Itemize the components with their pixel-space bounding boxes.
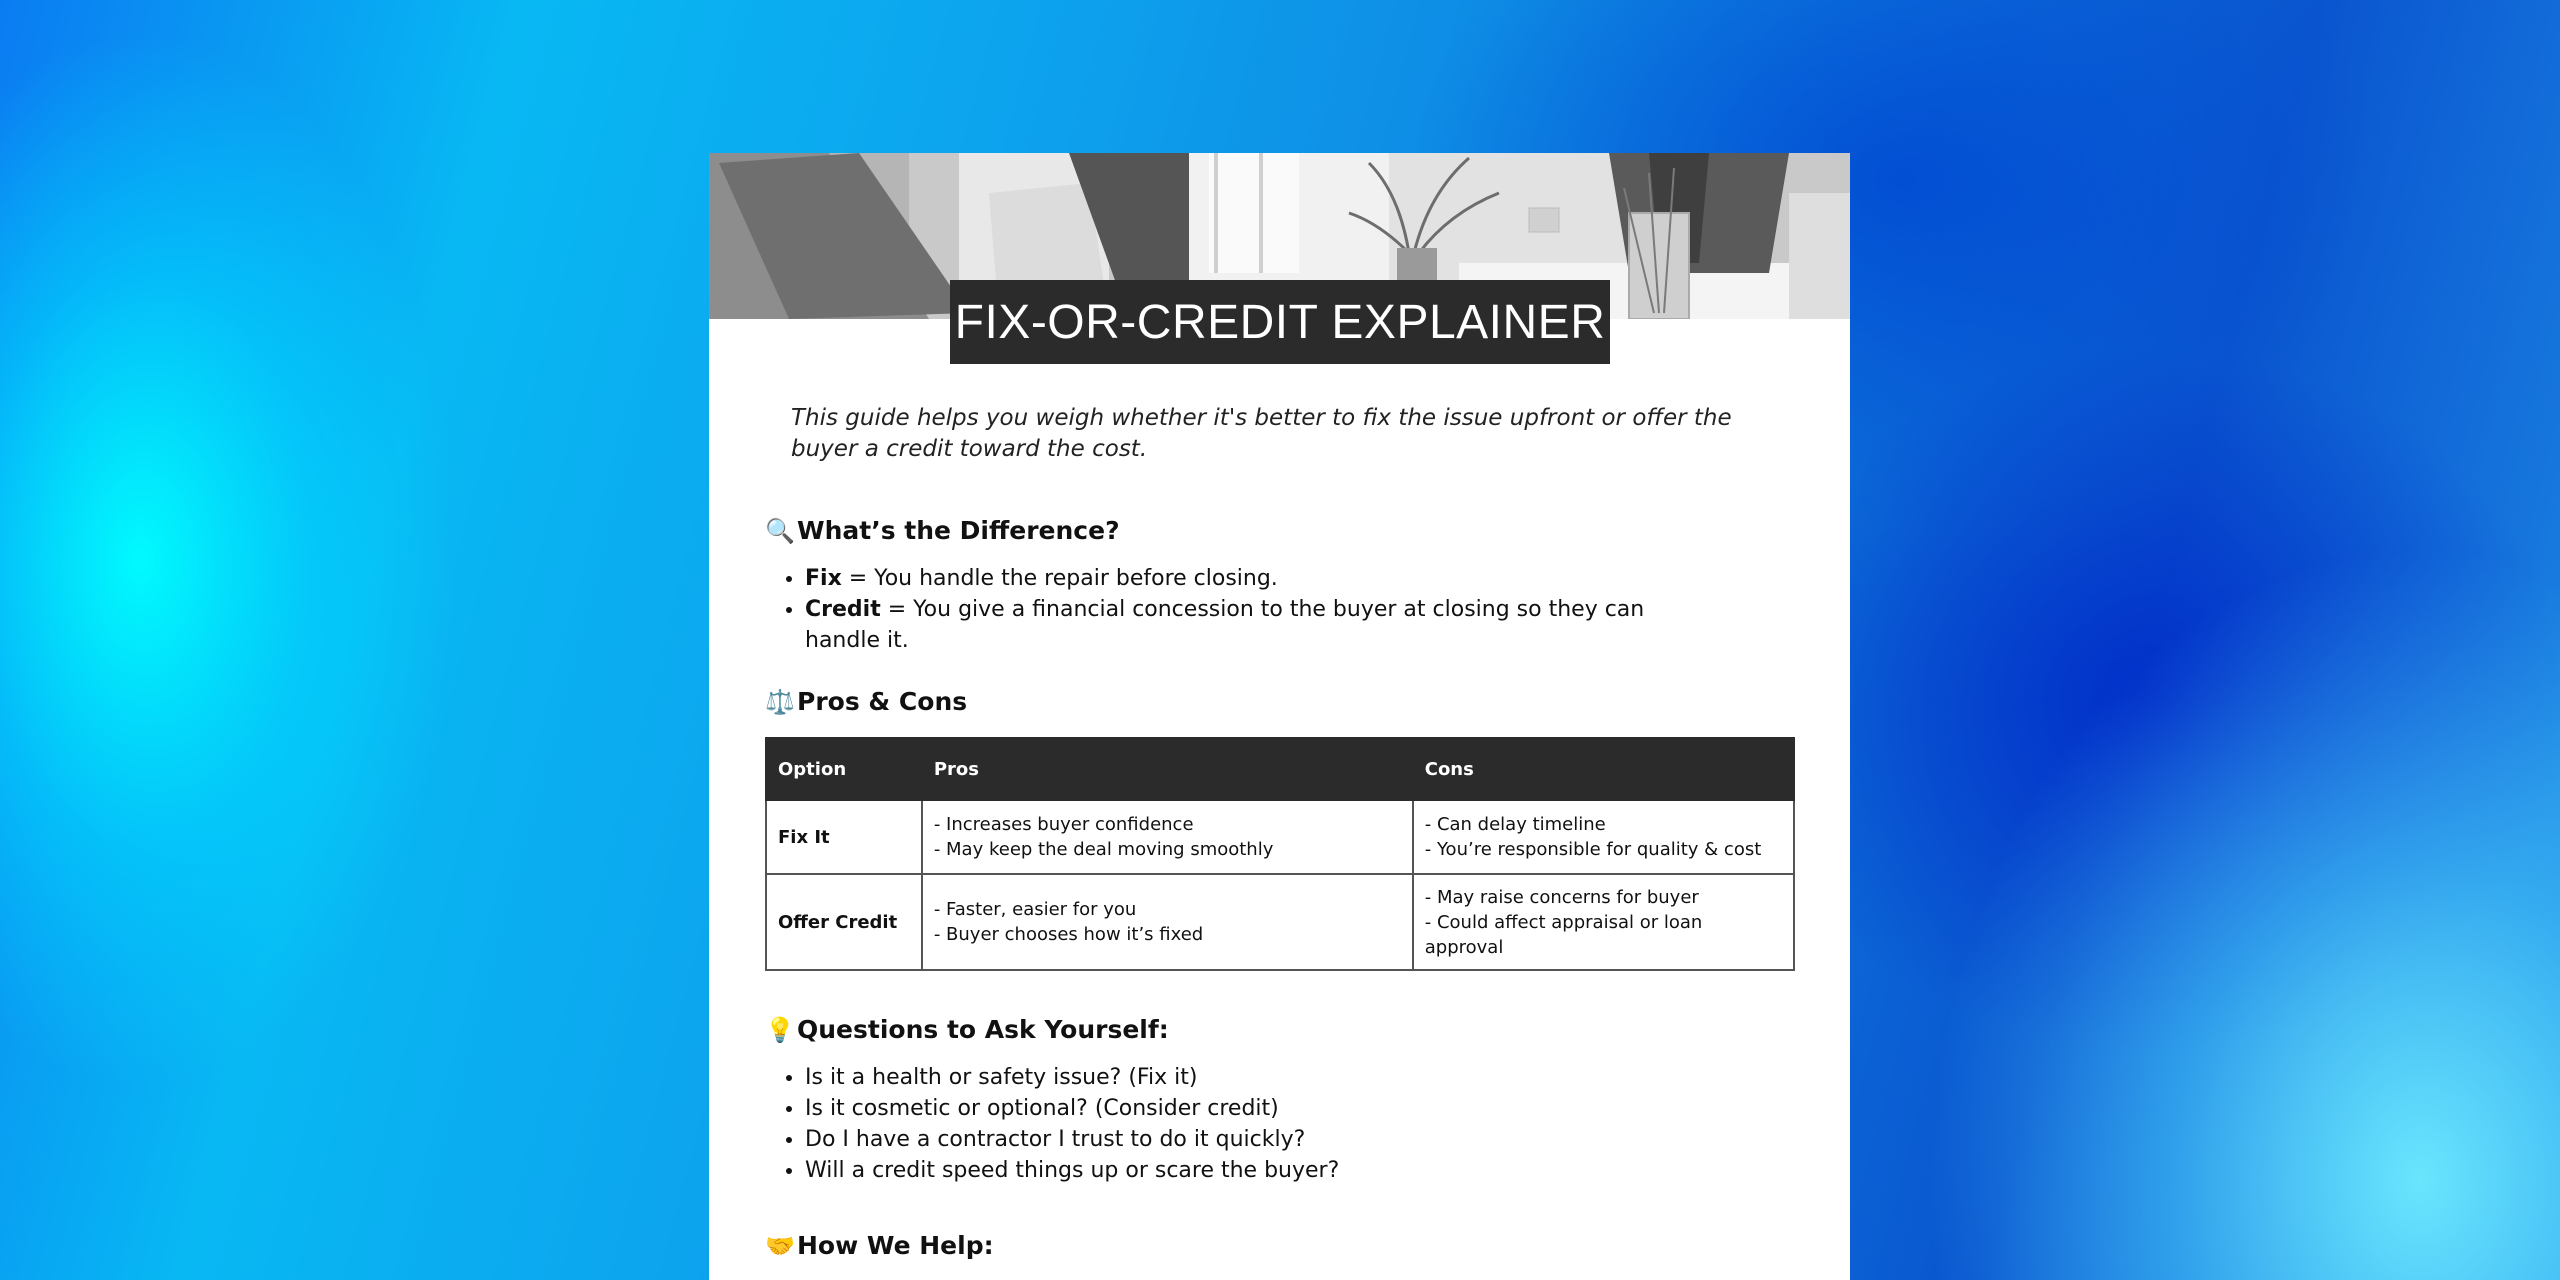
column-header-option: Option [766, 738, 922, 800]
pros-cons-heading-text: Pros & Cons [797, 687, 968, 716]
pros-cell [922, 874, 1413, 970]
help-heading-text: How We Help: [797, 1231, 994, 1260]
pros-cell [922, 800, 1413, 874]
option-cell: Offer Credit [766, 874, 922, 970]
column-header-cons: Cons [1413, 738, 1794, 800]
cons-line: - You’re responsible for quality & cost [1424, 839, 1762, 860]
list-item [805, 594, 1685, 656]
cons-cell [1413, 800, 1794, 874]
cons-cell [1413, 874, 1794, 970]
scales-icon: ⚖️ [765, 687, 795, 716]
list-item-text: = You handle the repair before closing. [841, 566, 1278, 591]
table-header-row [766, 738, 1794, 800]
help-heading [765, 1231, 994, 1260]
cons-line: - May raise concerns for buyer [1424, 886, 1699, 908]
questions-heading [765, 1015, 1169, 1044]
list-item-term: Fix [805, 566, 842, 591]
questions-heading-text: Questions to Ask Yourself: [797, 1015, 1169, 1044]
pros-line: - Increases buyer confidence [933, 814, 1194, 835]
magnifying-glass-icon: 🔍 [765, 516, 795, 545]
cons-line: - Can delay timeline [1424, 814, 1606, 835]
intro-text: This guide helps you weigh whether it's better to fix the issue upfront or offer the buyer a credit toward the cost. [791, 405, 1732, 462]
cons-line: - Could affect appraisal or loan approval [1424, 911, 1703, 958]
pros-line: - Faster, easier for you [933, 899, 1137, 920]
list-item: • Will a credit speed things up or scare the buyer? [805, 1155, 1705, 1186]
column-header-pros: Pros [922, 738, 1413, 800]
list-item: • Is it cosmetic or optional? (Consider credit) [805, 1093, 1705, 1124]
difference-heading-text: What’s the Difference? [797, 516, 1120, 545]
lightbulb-icon: 💡 [765, 1015, 795, 1044]
list-item-term: Credit [805, 597, 881, 622]
questions-list [765, 1062, 1705, 1186]
pros-line: - May keep the deal moving smoothly [933, 839, 1274, 860]
document-page [709, 153, 1850, 1280]
pros-line: - Buyer chooses how it’s fixed [933, 924, 1204, 945]
pros-cons-table [765, 737, 1795, 971]
list-item: • Do I have a contractor I trust to do it quickly? [805, 1124, 1705, 1155]
table-row [766, 800, 1794, 874]
difference-list [765, 563, 1685, 656]
difference-heading [765, 516, 1120, 545]
list-item [805, 563, 1685, 594]
list-item: • Is it a health or safety issue? (Fix it) [805, 1062, 1705, 1093]
list-item-text: = You give a financial concession to the buyer at closing so they can handle it. [805, 597, 1645, 653]
option-cell: Fix It [766, 800, 922, 874]
handshake-icon: 🤝 [765, 1231, 795, 1260]
document-title: FIX-OR-CREDIT EXPLAINER [950, 280, 1610, 364]
pros-cons-heading [765, 687, 967, 716]
table-row [766, 874, 1794, 970]
